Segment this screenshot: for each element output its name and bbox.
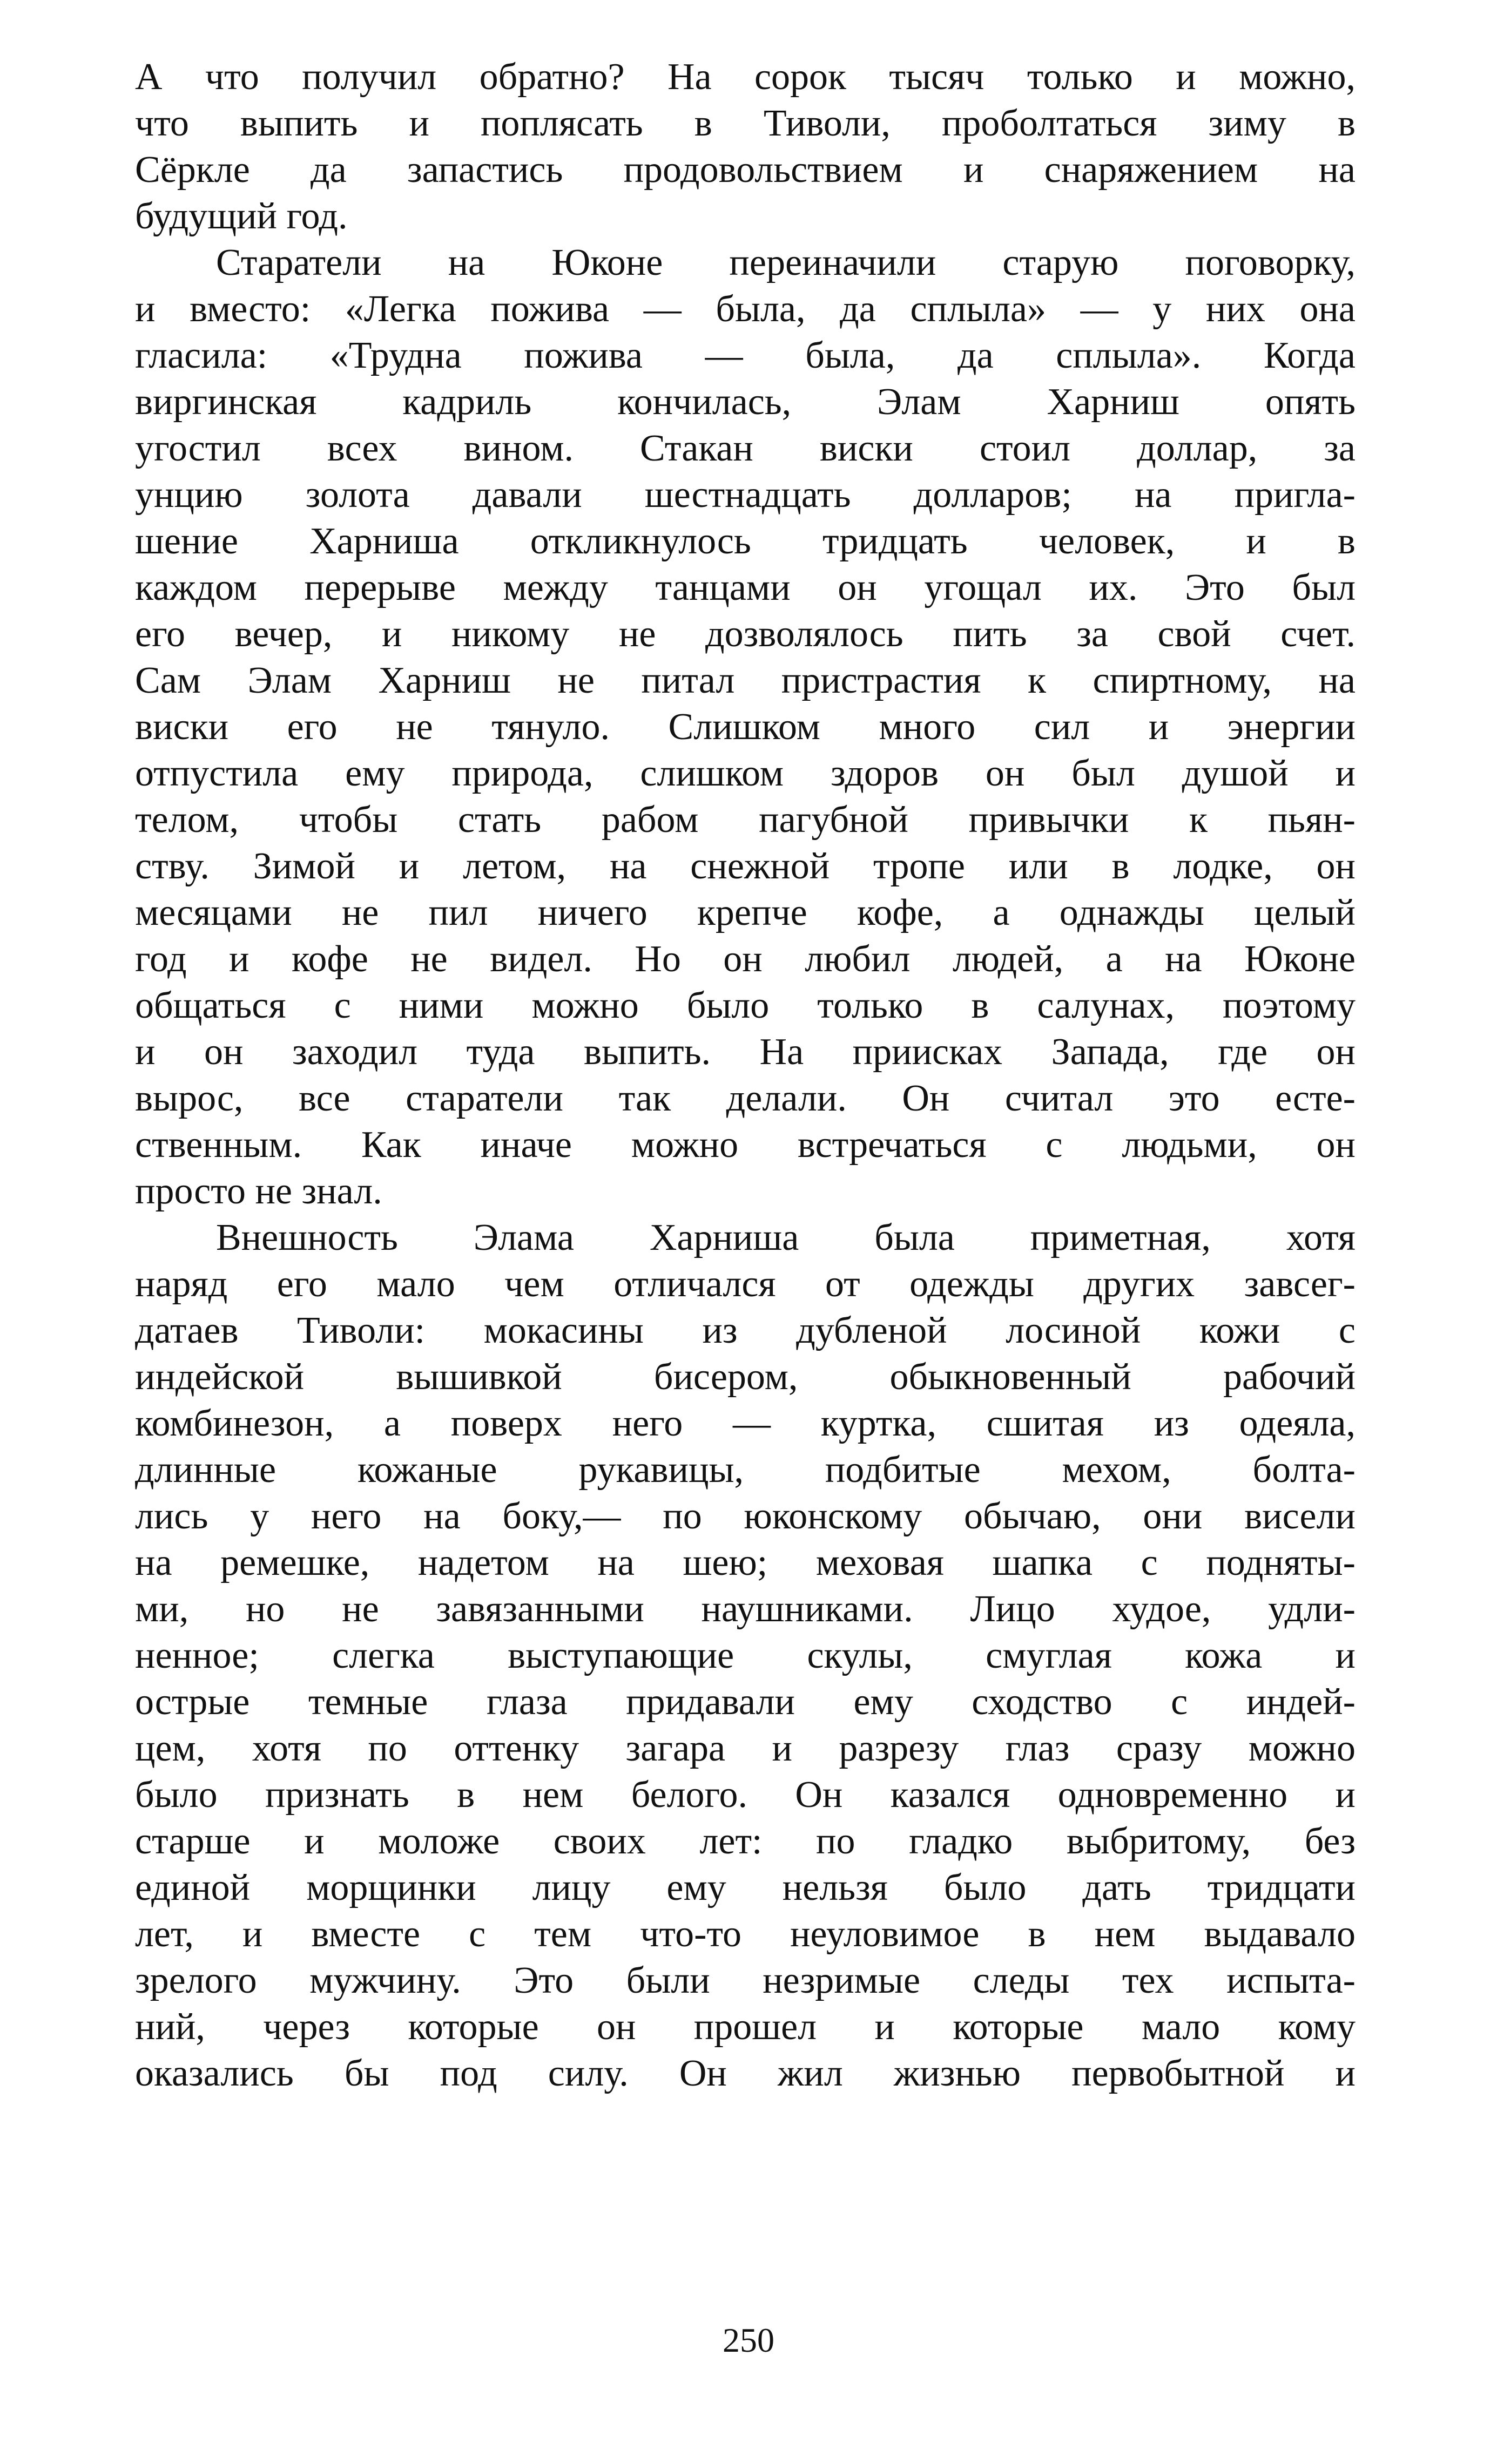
- text-line: лись у него на боку,— по юконскому обычаю, они висели: [135, 1495, 1356, 1537]
- text-line: было признать в нем белого. Он казался одновременно и: [135, 1774, 1356, 1816]
- text-line: ственным. Как иначе можно встречаться с людьми, он: [135, 1124, 1356, 1166]
- text-line: виргинская кадриль кончилась, Элам Харниш опять: [135, 381, 1356, 423]
- text-line: его вечер, и никому не дозволялось пить за свой счет.: [135, 613, 1356, 655]
- text-line: Сам Элам Харниш не питал пристрастия к спиртному, на: [135, 660, 1356, 701]
- text-line: просто не знал.: [135, 1170, 382, 1212]
- text-line: вырос, все старатели так делали. Он считал это есте-: [135, 1078, 1356, 1119]
- text-line: на ремешке, надетом на шею; меховая шапка с подняты-: [135, 1542, 1356, 1583]
- text-line: гласила: «Трудна пожива — была, да сплыла». Когда: [135, 335, 1356, 376]
- text-line: ми, но не завязанными наушниками. Лицо худое, удли-: [135, 1588, 1356, 1630]
- text-line: год и кофе не видел. Но он любил людей, а на Юконе: [135, 938, 1356, 980]
- text-line: месяцами не пил ничего крепче кофе, а однажды целый: [135, 892, 1356, 933]
- text-line: и вместо: «Легка пожива — была, да сплыла» — у них она: [135, 288, 1356, 330]
- text-line: единой морщинки лицу ему нельзя было дать тридцати: [135, 1867, 1356, 1908]
- text-line: ненное; слегка выступающие скулы, смуглая кожа и: [135, 1635, 1356, 1676]
- text-line: датаев Тиволи: мокасины из дубленой лосиной кожи с: [135, 1310, 1356, 1351]
- text-line: Сёркле да запастись продовольствием и снаряжением на: [135, 149, 1356, 191]
- text-line: будущий год.: [135, 195, 348, 237]
- text-line: шение Харниша откликнулось тридцать человек, и в: [135, 520, 1356, 562]
- text-line: длинные кожаные рукавицы, подбитые мехом, болта-: [135, 1449, 1356, 1491]
- text-line: оказались бы под силу. Он жил жизнью первобытной и: [135, 2053, 1356, 2094]
- text-line: старше и моложе своих лет: по гладко выбритому, без: [135, 1820, 1356, 1862]
- text-line: угостил всех вином. Стакан виски стоил доллар, за: [135, 428, 1356, 469]
- text-line: ний, через которые он прошел и которые мало кому: [135, 2006, 1356, 2048]
- page-number: 250: [723, 2321, 774, 2359]
- text-line: отпустила ему природа, слишком здоров он был душой и: [135, 753, 1356, 794]
- text-line: каждом перерыве между танцами он угощал их. Это был: [135, 567, 1356, 608]
- text-line: и он заходил туда выпить. На приисках Запада, где он: [135, 1031, 1356, 1073]
- text-line: виски его не тянуло. Слишком много сил и энергии: [135, 706, 1356, 748]
- text-line: А что получил обратно? На сорок тысяч только и можно,: [135, 56, 1356, 98]
- text-line: лет, и вместе с тем что-то неуловимое в нем выдавало: [135, 1913, 1356, 1955]
- text-line: Старатели на Юконе переиначили старую поговорку,: [216, 242, 1356, 283]
- text-line: индейской вышивкой бисером, обыкновенный рабочий: [135, 1356, 1356, 1398]
- text-line: острые темные глаза придавали ему сходство с индей-: [135, 1681, 1356, 1723]
- text-line: наряд его мало чем отличался от одежды других завсег-: [135, 1263, 1356, 1305]
- text-line: унцию золота давали шестнадцать долларов; на пригла-: [135, 474, 1356, 516]
- text-line: цем, хотя по оттенку загара и разрезу глаз сразу можно: [135, 1728, 1356, 1769]
- text-line: ству. Зимой и летом, на снежной тропе или в лодке, он: [135, 845, 1356, 887]
- text-line: телом, чтобы стать рабом пагубной привычки к пьян-: [135, 799, 1356, 841]
- text-line: комбинезон, а поверх него — куртка, сшитая из одеяла,: [135, 1403, 1356, 1444]
- text-line: общаться с ними можно было только в салунах, поэтому: [135, 985, 1356, 1026]
- text-line: что выпить и поплясать в Тиволи, проболтаться зиму в: [135, 103, 1356, 144]
- text-line: Внешность Элама Харниша была приметная, хотя: [216, 1217, 1356, 1258]
- page-body: [135, 54, 1356, 2097]
- text-line: зрелого мужчину. Это были незримые следы тех испыта-: [135, 1960, 1356, 2001]
